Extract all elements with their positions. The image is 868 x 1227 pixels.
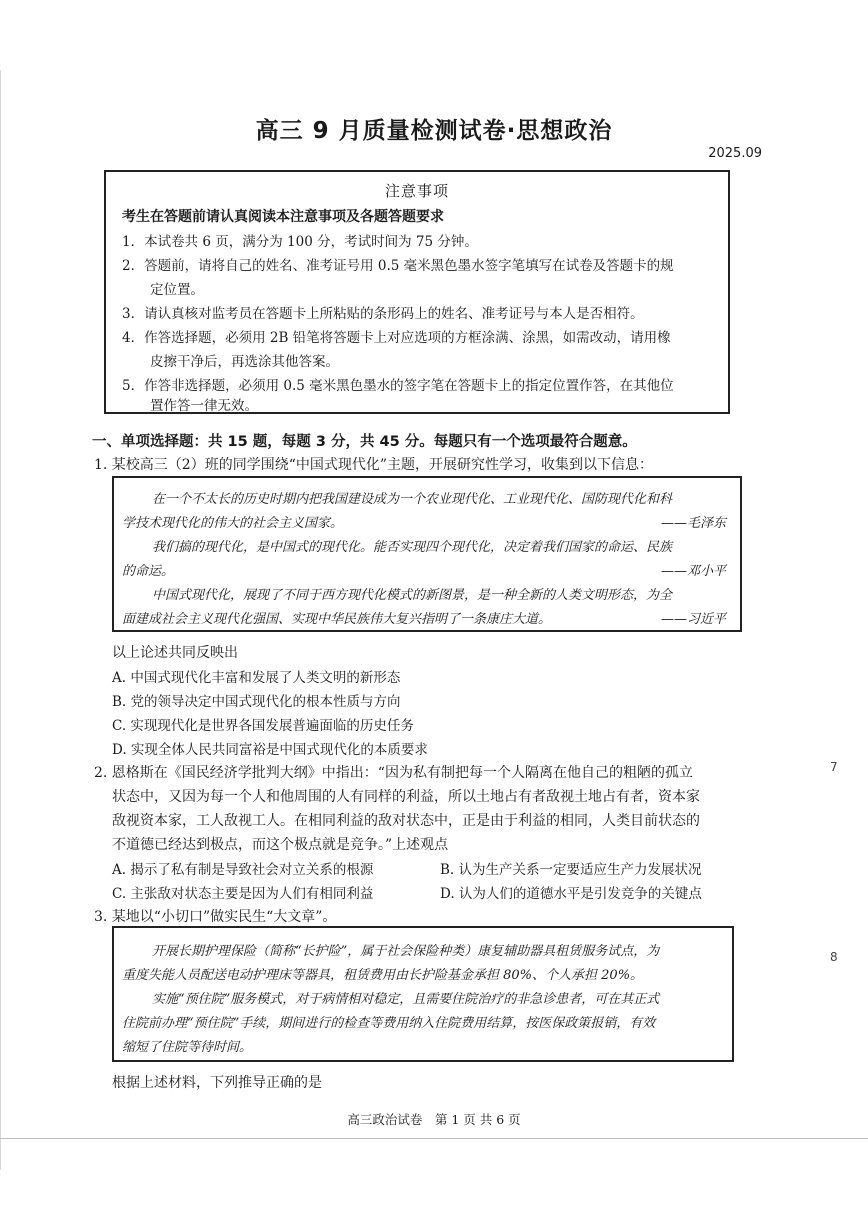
quote-attribution: ——毛泽东 xyxy=(660,516,726,531)
section-heading: 一、单项选择题：共 15 题，每题 3 分，共 45 分。每题只有一个选项最符合题意。 xyxy=(92,434,637,450)
question-3-stem: 3. 某地以“小切口”做实民生“大文章”。 xyxy=(94,909,337,925)
notice-title: 注意事项 xyxy=(384,182,449,200)
notice-line: 皮擦干净后，再选涂其他答案。 xyxy=(150,354,339,370)
scan-edge xyxy=(0,70,1,1170)
notice-line: 2．答题前，请将自己的姓名、准考证号用 0.5 毫米黑色墨水签字笔填写在试卷及答题卡的规 xyxy=(122,258,674,274)
quote-line: 中国式现代化，展现了不同于西方现代化模式的新图景，是一种全新的人类文明形态，为全 xyxy=(152,588,673,603)
quote-line: 面建成社会主义现代化强国、实现中华民族伟大复兴指明了一条康庄大道。 xyxy=(122,612,552,627)
question-1-stem: 1. 某校高三（2）班的同学围绕“中国式现代化”主题，开展研究性学习，收集到以下信息： xyxy=(94,457,654,473)
quote-line: 的命运。 xyxy=(122,564,175,579)
quote-attribution: ——邓小平 xyxy=(660,564,726,579)
notice-line: 4．作答选择题，必须用 2B 铅笔将答题卡上对应选项的方框涂满、涂黑，如需改动，请用橡 xyxy=(122,330,671,346)
question-2-line: 不道德已经达到极点，而这个极点就是竞争。”上述观点 xyxy=(112,837,449,853)
page-footer: 高三政治试卷 第 1 页 共 6 页 xyxy=(347,1112,521,1127)
question-2-line: 状态中，又因为每一个人和他周围的人有同样的利益，所以土地占有者敌视土地占有者，资本家 xyxy=(112,789,700,805)
quote-line: 在一个不太长的历史时期内把我国建设成为一个农业现代化、工业现代化、国防现代化和科 xyxy=(152,492,673,507)
notice-line: 1．本试卷共 6 页，满分为 100 分，考试时间为 75 分钟。 xyxy=(122,234,478,250)
option-d: D. 认为人们的道德水平是引发竞争的关键点 xyxy=(440,886,702,902)
question-3-prompt: 根据上述材料，下列推导正确的是 xyxy=(112,1075,322,1091)
notice-intro: 考生在答题前请认真阅读本注意事项及各题答题要求 xyxy=(122,209,444,225)
option-a: A. 中国式现代化丰富和发展了人类文明的新形态 xyxy=(112,670,401,686)
notice-line: 置作答一律无效。 xyxy=(150,398,258,414)
quote-line: 学技术现代化的伟大的社会主义国家。 xyxy=(122,516,344,531)
option-a: A. 揭示了私有制是导致社会对立关系的根源 xyxy=(112,862,374,878)
option-c: C. 实现现代化是世界各国发展普遍面临的历史任务 xyxy=(112,718,414,734)
quote-line: 我们搞的现代化，是中国式的现代化。能否实现四个现代化，决定着我们国家的命运、民族 xyxy=(152,540,673,555)
question-2-line: 敌视资本家，工人敌视工人。在相同利益的敌对状态中，正是由于利益的相同，人类目前状态的 xyxy=(112,813,700,829)
exam-date: 2025.09 xyxy=(708,146,762,161)
question-1-prompt: 以上论述共同反映出 xyxy=(112,645,238,661)
notice-box xyxy=(104,170,730,414)
material-line: 实施“预住院”服务模式，对于病情相对稳定，且需要住院治疗的非急诊患者，可在其正式 xyxy=(152,992,660,1007)
question-1-quote-box xyxy=(112,476,742,632)
quote-attribution: ——习近平 xyxy=(660,612,726,627)
question-2-line: 2. 恩格斯在《国民经济学批判大纲》中指出：“因为私有制把每一个人隔离在他自己的粗陋的孤立 xyxy=(94,765,693,781)
material-line: 开展长期护理保险（简称“长护险”，属于社会保险种类）康复辅助器具租赁服务试点，为 xyxy=(152,944,660,959)
option-b: B. 认为生产关系一定要适应生产力发展状况 xyxy=(440,862,702,878)
margin-mark: 8 xyxy=(830,950,838,964)
material-line: 缩短了住院等待时间。 xyxy=(122,1040,253,1055)
material-line: 住院前办理“预住院”手续，期间进行的检查等费用纳入住院费用结算，按医保政策报销，有效 xyxy=(122,1016,656,1031)
option-b: B. 党的领导决定中国式现代化的根本性质与方向 xyxy=(112,694,401,710)
material-line: 重度失能人员配送电动护理床等器具，租赁费用由长护险基金承担 80%、个人承担 20%。 xyxy=(122,968,644,983)
option-d: D. 实现全体人民共同富裕是中国式现代化的本质要求 xyxy=(112,742,428,758)
notice-line: 5．作答非选择题，必须用 0.5 毫米黑色墨水的签字笔在答题卡上的指定位置作答，在其他位 xyxy=(122,378,674,394)
notice-line: 定位置。 xyxy=(150,282,204,298)
option-c: C. 主张敌对状态主要是因为人们有相同利益 xyxy=(112,886,374,902)
margin-mark: 7 xyxy=(830,760,838,774)
notice-line: 3．请认真核对监考员在答题卡上所粘贴的条形码上的姓名、准考证号与本人是否相符。 xyxy=(122,306,644,322)
question-3-material-box xyxy=(112,926,734,1062)
scan-edge xyxy=(0,1138,868,1139)
page-title: 高三 9 月质量检测试卷·思想政治 xyxy=(255,118,613,144)
